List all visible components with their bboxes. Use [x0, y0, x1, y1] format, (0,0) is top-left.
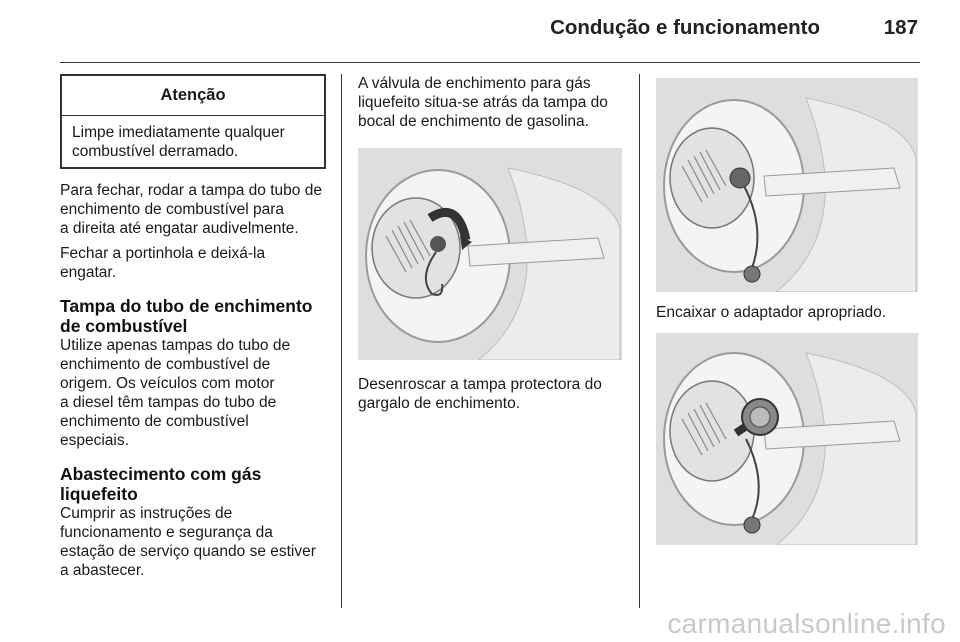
illustration-valve-open: [656, 78, 918, 292]
page-number: 187: [883, 16, 918, 39]
caption-unscrew-cap: Desenroscar a tampa protectora do gargalo de enchimento.: [358, 376, 602, 412]
warning-box: [60, 74, 326, 169]
heading-fuel-cap: Tampa do tubo de enchimento de combustível: [60, 296, 313, 336]
heading-lpg-refuel: Abastecimento com gás liquefeito: [60, 464, 262, 504]
page-header: [60, 0, 920, 63]
paragraph-close-flap: Fechar a portinhola e deixá-la engatar.: [60, 245, 266, 281]
illustration-unscrew-cap: [358, 148, 622, 360]
warning-text: Limpe imediatamente qualquer combustível derramado.: [72, 124, 285, 160]
paragraph-lpg-valve: A válvula de enchimento para gás liquefeito situa-se atrás da tampa do bocal de enchimento de gasolina.: [358, 75, 608, 130]
caption-fit-adapter: Encaixar o adaptador apropriado.: [656, 304, 887, 321]
page-section-title: Condução e funcionamento: [550, 16, 820, 39]
paragraph-fuel-cap: Utilize apenas tampas do tubo de enchimento de combustível de origem. Os veículos com motor a diesel têm tampas do tubo de enchimento de combustível especiais.: [60, 337, 291, 449]
paragraph-close-cap: Para fechar, rodar a tampa do tubo de enchimento de combustível para a direita até engatar audivelmente.: [60, 182, 322, 237]
column-right: [656, 74, 924, 545]
column-left: [60, 74, 326, 580]
paragraph-lpg-refuel: Cumprir as instruções de funcionamento e segurança da estação de serviço quando se estiver a abastecer.: [60, 505, 316, 579]
column-divider: [639, 74, 640, 608]
warning-title: Atenção: [62, 76, 324, 116]
column-divider: [341, 74, 342, 608]
watermark: carmanualsonline.info: [667, 608, 946, 639]
column-middle: [358, 74, 624, 413]
illustration-adapter-fitted: [656, 333, 918, 545]
